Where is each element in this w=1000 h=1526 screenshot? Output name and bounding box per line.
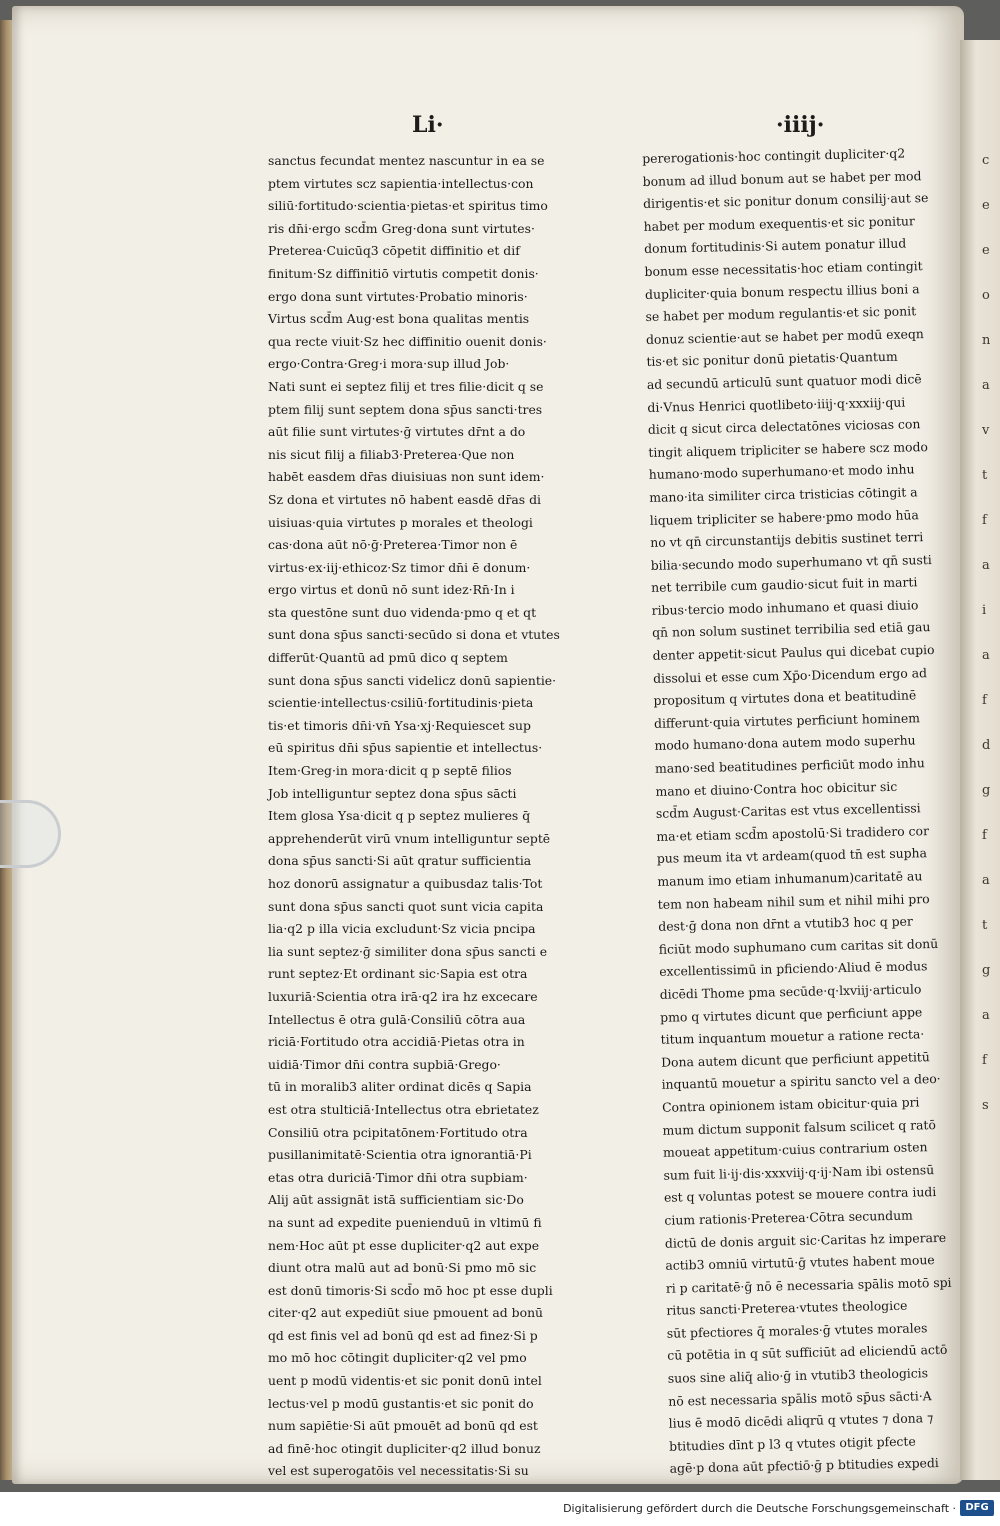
text-line: Dona autem dicunt que perficiunt appetitū — [660, 1048, 930, 1070]
text-line: finitum·Sz diffinitiō virtutis competit donis· — [268, 265, 539, 281]
text-line: uent p modū videntis·et sic ponit donū intel — [268, 1373, 542, 1389]
text-line: qd est finis vel ad bonū qd est ad finez·Si p — [268, 1327, 538, 1343]
text-line: sum fuit li·ij·dis·xxxviij·q·ij·Nam ibi ostensū — [663, 1161, 935, 1183]
text-line: humano·modo superhumano·et modo inhu — [648, 461, 915, 483]
text-line: apprehenderūt virū vnum intelliguntur septē — [268, 830, 551, 846]
strip-fragment: a — [982, 378, 991, 393]
text-column-left — [268, 150, 560, 1483]
strip-fragment: g — [982, 783, 992, 798]
text-line: donum fortitudinis·Si autem ponatur illud — [643, 235, 907, 257]
text-line: nis sicut filij a filiab3·Preterea·Que non — [268, 446, 515, 462]
text-line: cū potētia in q sūt sufficiūt ad eliciendū actō — [667, 1342, 948, 1364]
text-line: mo mō hoc cōtingit dupliciter·q2 vel pmo — [268, 1350, 527, 1366]
text-line: ris dn̄i·ergo scd̄m Greg·dona sunt virtutes· — [268, 220, 535, 236]
text-line: ficiūt modo suphumano cum caritas sit donū — [658, 935, 939, 957]
strip-fragment: f — [982, 1053, 988, 1068]
text-line: differūt·Quantū ad pmū dico q septem — [268, 650, 508, 666]
text-line: dicit q sicut circa delectatōnes viciosas con — [647, 416, 921, 438]
text-line: lia·q2 p illa vicia excludunt·Sz vicia pncipa — [268, 921, 536, 937]
text-line: Alij aūt assignāt istā sufficientiam sic·Do — [268, 1192, 524, 1208]
text-line: ptem filij sunt septem dona sp̄us sancti·tres — [268, 401, 543, 417]
text-line: tū in moralib3 aliter ordinat dicēs q Sapia — [268, 1079, 532, 1095]
text-line: eū spiritus dn̄i sp̄us sapientie et intellectus· — [268, 740, 543, 756]
dfg-logo: DFG — [960, 1500, 994, 1516]
text-line: ergo virtus et donū nō sunt idez·Rn̄·In i — [268, 582, 515, 598]
text-line: Nati sunt ei septez filij et tres filie·dicit q se — [268, 378, 544, 394]
text-line: Job intelliguntur septez dona sp̄us sācti — [268, 785, 517, 801]
funding-credit: Digitalisierung gefördert durch die Deutsche Forschungsgemeinschaft · — [563, 1502, 956, 1515]
text-line: tem non habeam nihil sum et nihil mihi pro — [657, 890, 930, 912]
text-line: denter appetit·sicut Paulus qui dicebat cupio — [652, 642, 935, 663]
strip-fragment: e — [982, 243, 991, 258]
text-line: mano·sed beatitudines perficiūt modo inhu — [654, 755, 925, 776]
text-line: riciā·Fortitudo otra accidiā·Pietas otra in — [268, 1034, 525, 1050]
text-line: est donū timoris·Si scd̄o mō hoc pt esse dupli — [268, 1282, 553, 1298]
text-line: Preterea·Cuicūq3 cōpetit diffinitio et dif — [268, 243, 520, 259]
text-line: excellentissimū in pficiendo·Aliud ē modus — [659, 958, 928, 980]
text-line: lectus·vel p modū gustantis·et sic ponit do — [268, 1395, 534, 1411]
text-line: mano et diuino·Contra hoc obicitur sic — [655, 778, 898, 799]
text-line: tis·et timoris dn̄i·vn̄ Ysa·xj·Requiescet sup — [268, 717, 531, 733]
text-line: modo humano·dona autem modo superhu — [654, 732, 916, 754]
text-line: sunt dona sp̄us sancti videlicz donū sapientie· — [268, 672, 557, 688]
text-line: scientie·intellectus·csiliū·fortitudinis·pieta — [268, 695, 534, 711]
text-line: nem·Hoc aūt pt esse dupliciter·q2 aut expe — [268, 1237, 540, 1253]
text-line: cas·dona aūt nō·ḡ·Preterea·Timor non ē — [268, 537, 518, 553]
text-line: diunt otra malū aut ad bonū·Si pmo mō sic — [268, 1260, 537, 1276]
text-line: differunt·quia virtutes perficiunt hominem — [653, 710, 921, 731]
text-line: pmo q virtutes dicunt que perficiunt appe — [660, 1003, 923, 1025]
strip-fragment: v — [982, 423, 991, 438]
text-column-right — [642, 142, 956, 1481]
text-line: virtus·ex·iij·ethicoz·Sz timor dn̄i ē donum· — [268, 559, 531, 575]
text-line: pererogationis·hoc contingit dupliciter·q2 — [642, 145, 906, 166]
text-line: scd̄m August·Caritas est vtus excellentissi — [655, 800, 921, 822]
text-line: sta questōne sunt duo videnda·pmo q et qt — [268, 604, 537, 620]
text-line: sūt pfectiores q̄ morales·ḡ vtutes morales — [666, 1320, 928, 1341]
text-line: actib3 omniū virtutū·ḡ vtutes habent moue — [665, 1252, 935, 1273]
text-line: uisiuas·quia virtutes p morales et theologi — [268, 514, 533, 530]
strip-fragment: e — [982, 198, 991, 213]
text-line: dona sp̄us sancti·Si aūt qratur sufficientia — [268, 853, 532, 869]
text-line: num sapiētie·Si aūt pmouēt ad bonū qd est — [268, 1418, 538, 1434]
text-line: liquem tripliciter se habere·pmo modo hūa — [649, 506, 919, 528]
text-line: nō est necessaria spālis motō sp̄us sācti·A — [668, 1387, 932, 1409]
text-line: sanctus fecundat mentez nascuntur in ea se — [268, 153, 545, 168]
text-line: titum inquantum mouetur a ratione recta· — [660, 1026, 925, 1047]
text-line: ma·et etiam scd̄m apostolū·Si tradidero cor — [656, 822, 930, 844]
text-line: sunt dona sp̄us sancti·secūdo si dona et vtutes — [268, 627, 560, 643]
strip-fragment: t — [982, 468, 989, 483]
text-line: dirigentis·et sic ponitur donum consilij·aut se — [643, 190, 929, 212]
folio-left: Li· — [412, 112, 444, 138]
text-line: uidiā·Timor dn̄i contra supbiā·Grego· — [268, 1056, 501, 1072]
text-line: donuz scientie·aut se habet per modū exeqn — [645, 325, 924, 347]
text-line: lius ē modō dicēdi aliqrū q vtutes ⁊ dona ⁊ — [668, 1410, 934, 1431]
text-line: bonum ad illud bonum aut se habet per mod — [642, 167, 922, 189]
text-line: propositum q virtutes dona et beatitudinē — [653, 687, 917, 709]
strip-fragment: o — [982, 288, 991, 303]
text-line: pusillanimitatē·Scientia otra ignorantiā·Pi — [268, 1147, 532, 1163]
text-line: ad secundū articulū sunt quatuor modi dicē — [646, 371, 922, 392]
text-line: mano·ita similiter circa tristicias cōtingit a — [649, 484, 918, 505]
text-line: manum imo etiam inhumanum)caritatē au — [657, 868, 923, 889]
text-line: hoz donorū assignatur a quibusdaz talis·Tot — [268, 876, 543, 891]
text-line: siliū·fortitudo·scientia·pietas·et spiritus timo — [268, 198, 548, 214]
text-line: cium rationis·Preterea·Cōtra secundum — [664, 1207, 913, 1228]
text-line: est otra stulticiā·Intellectus otra ebrietatez — [268, 1101, 539, 1117]
text-line: inquantū mouetur a spiritu sancto vel a deo· — [661, 1071, 941, 1093]
strip-fragment: f — [982, 693, 988, 708]
text-line: qn̄ non solum sustinet terribilia sed etiā gau — [651, 619, 931, 641]
strip-fragment: s — [982, 1098, 990, 1113]
next-page-text-fragments — [982, 150, 1000, 1140]
text-line: aūt filie sunt virtutes·ḡ virtutes dr̄nt a do — [268, 424, 526, 440]
strip-fragment: d — [982, 738, 992, 753]
text-line: sunt dona sp̄us sancti quot sunt vicia capita — [268, 898, 544, 914]
text-line: ergo dona sunt virtutes·Probatio minoris· — [268, 288, 528, 304]
text-line: moueat appetitum·cuius contrarium osten — [662, 1139, 928, 1160]
strip-fragment: t — [982, 918, 989, 933]
text-line: habēt easdem dr̄as diuisiuas non sunt idem· — [268, 469, 545, 485]
text-line: dest·ḡ dona non dr̄nt a vtutib3 hoc q per — [658, 913, 913, 935]
text-line: habet per modum exequentis·et sic ponitur — [643, 213, 916, 234]
text-line: Intellectus ē otra gulā·Consiliū cōtra aua — [268, 1011, 526, 1027]
text-line: qua recte viuit·Sz hec diffinitio ouenit donis· — [268, 333, 547, 349]
text-line: mum dictum supponit falsum scilicet q ratō — [662, 1116, 937, 1138]
strip-fragment: n — [982, 333, 992, 348]
text-line: luxuriā·Scientia otra irā·q2 ira hz excecare — [268, 988, 538, 1004]
text-line: Item glosa Ysa·dicit q p septez mulieres q̄ — [268, 808, 531, 824]
text-line: ptem virtutes scz sapientia·intellectus·con — [268, 175, 534, 191]
strip-fragment: a — [982, 648, 991, 663]
text-line: net terribile cum gaudio·sicut fuit in marti — [651, 574, 918, 596]
folio-right: ·iiij· — [776, 112, 825, 138]
text-line: Virtus scd̄m Aug·est bona qualitas mentis — [268, 311, 530, 327]
next-page-strip — [960, 40, 1000, 1480]
text-line: vel est superogatōis vel necessitatis·Si su — [268, 1463, 529, 1479]
text-line: etas otra duriciā·Timor dn̄i otra supbiam· — [268, 1169, 528, 1185]
text-line: Consiliū otra pcipitatōnem·Fortitudo otra — [268, 1124, 528, 1140]
text-line: btitudies dīnt p l3 q vtutes otigit pfecte — [669, 1433, 916, 1454]
text-line: no vt qn̄ circunstantijs debitis sustinet terri — [650, 529, 924, 551]
text-line: dictū de donis arguit sic·Caritas hz imperare — [664, 1229, 947, 1251]
strip-fragment: a — [982, 1008, 991, 1023]
text-line: ad finē·hoc otingit dupliciter·q2 illud bonuz — [268, 1440, 541, 1456]
text-line: bonum esse necessitatis·hoc etiam contingit — [644, 258, 923, 279]
text-line: dicēdi Thome pma secūde·q·lxviij·articulo — [659, 981, 922, 1002]
text-line: ergo·Contra·Greg·i mora·sup illud Job· — [268, 356, 510, 372]
text-line: suos sine aliq̄ alio·ḡ in vtutib3 theologicis — [667, 1365, 929, 1386]
text-line: agē·p dona aūt pfectiō·ḡ p btitudies expedi — [669, 1455, 939, 1477]
text-line: Contra opinionem istam obicitur·quia pri — [661, 1094, 920, 1115]
text-line: Sz dona et virtutes nō habent easdē dr̄as di — [268, 491, 541, 507]
text-line: ribus·tercio modo inhumano et quasi diuio — [651, 597, 919, 618]
strip-fragment: f — [982, 513, 988, 528]
text-line: tingit aliquem tripliciter se habere scz modo — [648, 438, 929, 460]
text-line: bilia·secundo modo superhumano vt qn̄ susti — [650, 551, 932, 573]
text-line: citer·q2 aut expediūt siue pmouent ad bonū — [268, 1305, 544, 1321]
strip-fragment: a — [982, 558, 991, 573]
text-line: se habet per modum regulantis·et sic ponit — [645, 303, 917, 325]
text-line: di·Vnus Henrici quotlibeto·iiij·q·xxxiij·qui — [647, 394, 906, 415]
footer-bar — [0, 1492, 1000, 1526]
strip-fragment: i — [982, 603, 988, 618]
text-line: runt septez·Et ordinant sic·Sapia est otra — [268, 966, 528, 982]
text-line: est q voluntas potest se mouere contra iudi — [663, 1184, 937, 1206]
text-line: dupliciter·quia bonum respectu illius boni a — [644, 280, 920, 302]
text-line: lia sunt septez·ḡ similiter dona sp̄us sancti e — [268, 943, 548, 959]
strip-fragment: g — [982, 963, 992, 978]
text-line: dissolui et esse cum Xp̄o·Dicendum ergo ad — [652, 664, 928, 686]
strip-fragment: a — [982, 873, 991, 888]
text-line: ri p caritatē·ḡ nō ē necessaria spālis motō spi — [665, 1274, 952, 1296]
text-line: na sunt ad expedite puenienduū in vltimū fi — [268, 1214, 542, 1230]
text-line: pus meum ita vt ardeam(quod tn̄ est supha — [656, 845, 928, 867]
text-line: Item·Greg·in mora·dicit q p septē filios — [268, 763, 512, 779]
strip-fragment: c — [982, 153, 991, 168]
strip-fragment: f — [982, 828, 988, 843]
text-line: ritus sancti·Preterea·vtutes theologice — [666, 1297, 908, 1319]
text-line: tis·et sic ponitur donū pietatis·Quantum — [646, 349, 898, 370]
